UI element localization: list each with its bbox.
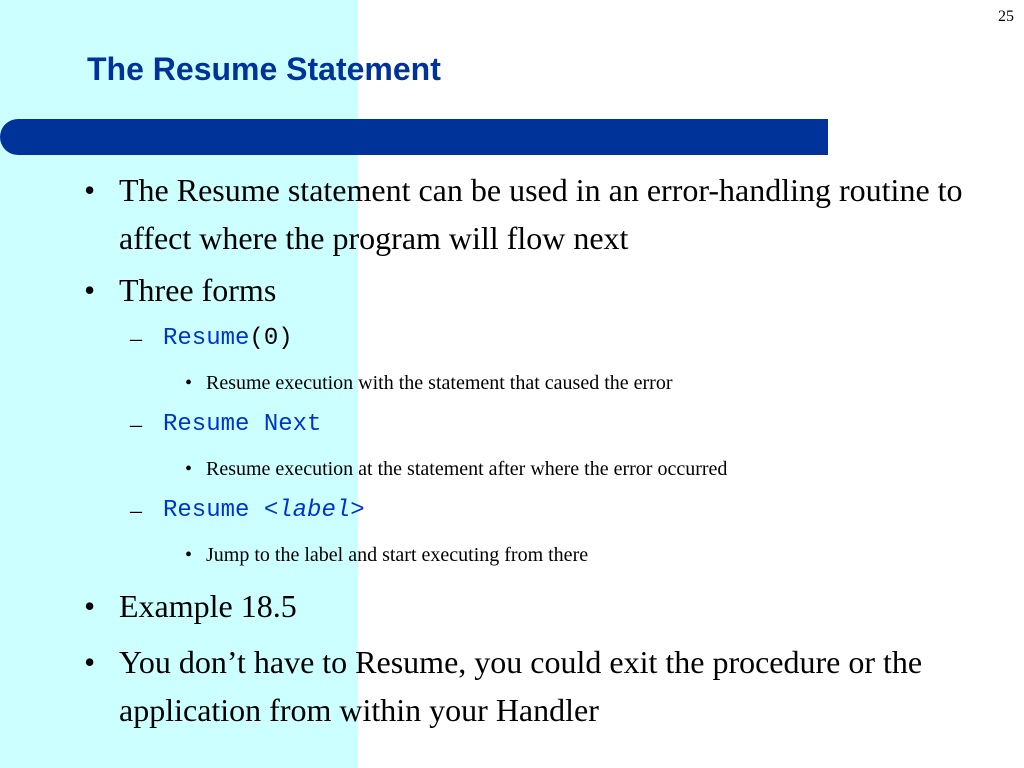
bullet-icon: • (84, 172, 96, 208)
bullet-item (84, 266, 1014, 314)
bullet-icon: • (185, 544, 193, 566)
sub-bullet-item (130, 496, 990, 526)
bullet-item (84, 638, 1014, 734)
code-keyword: Resume (163, 325, 250, 352)
dash-icon: – (130, 498, 142, 524)
bullet-icon: • (84, 644, 96, 680)
code-keyword: Resume (163, 497, 264, 524)
bullet-item (84, 166, 1014, 262)
bullet-text: You don’t have to Resume, you could exit the procedure or the application from within your Handler (119, 644, 923, 728)
bullet-text: The Resume statement can be used in an error-handling routine to affect where the program will flow next (119, 172, 963, 256)
code-form (163, 496, 990, 526)
sub-bullet-item (130, 324, 990, 354)
sub-bullet-item (130, 410, 990, 440)
code-angle-close: > (350, 497, 365, 524)
detail-bullet-item (185, 542, 1005, 568)
detail-text: Resume execution with the statement that caused the error (206, 372, 673, 394)
detail-bullet-item (185, 370, 1005, 396)
bullet-text: Three forms (119, 272, 277, 308)
bullet-item (84, 582, 1014, 630)
code-form (163, 324, 990, 354)
bullet-icon: • (185, 372, 193, 394)
detail-text: Resume execution at the statement after where the error occurred (206, 458, 728, 480)
code-keyword: Resume Next (163, 411, 322, 438)
code-angle-open: < (263, 497, 279, 524)
bullet-icon: • (185, 458, 193, 480)
code-label-placeholder: label (278, 497, 351, 524)
dash-icon: – (130, 326, 142, 352)
slide-title: The Resume Statement (87, 51, 441, 87)
code-form (163, 410, 990, 440)
bullet-icon: • (84, 272, 96, 308)
detail-bullet-item (185, 456, 1005, 482)
dash-icon: – (130, 412, 142, 438)
detail-text: Jump to the label and start executing from there (206, 544, 589, 566)
slide-number: 25 (998, 8, 1014, 25)
code-suffix: (0) (249, 325, 293, 352)
bullet-text: Example 18.5 (119, 588, 297, 624)
bullet-icon: • (84, 588, 96, 624)
